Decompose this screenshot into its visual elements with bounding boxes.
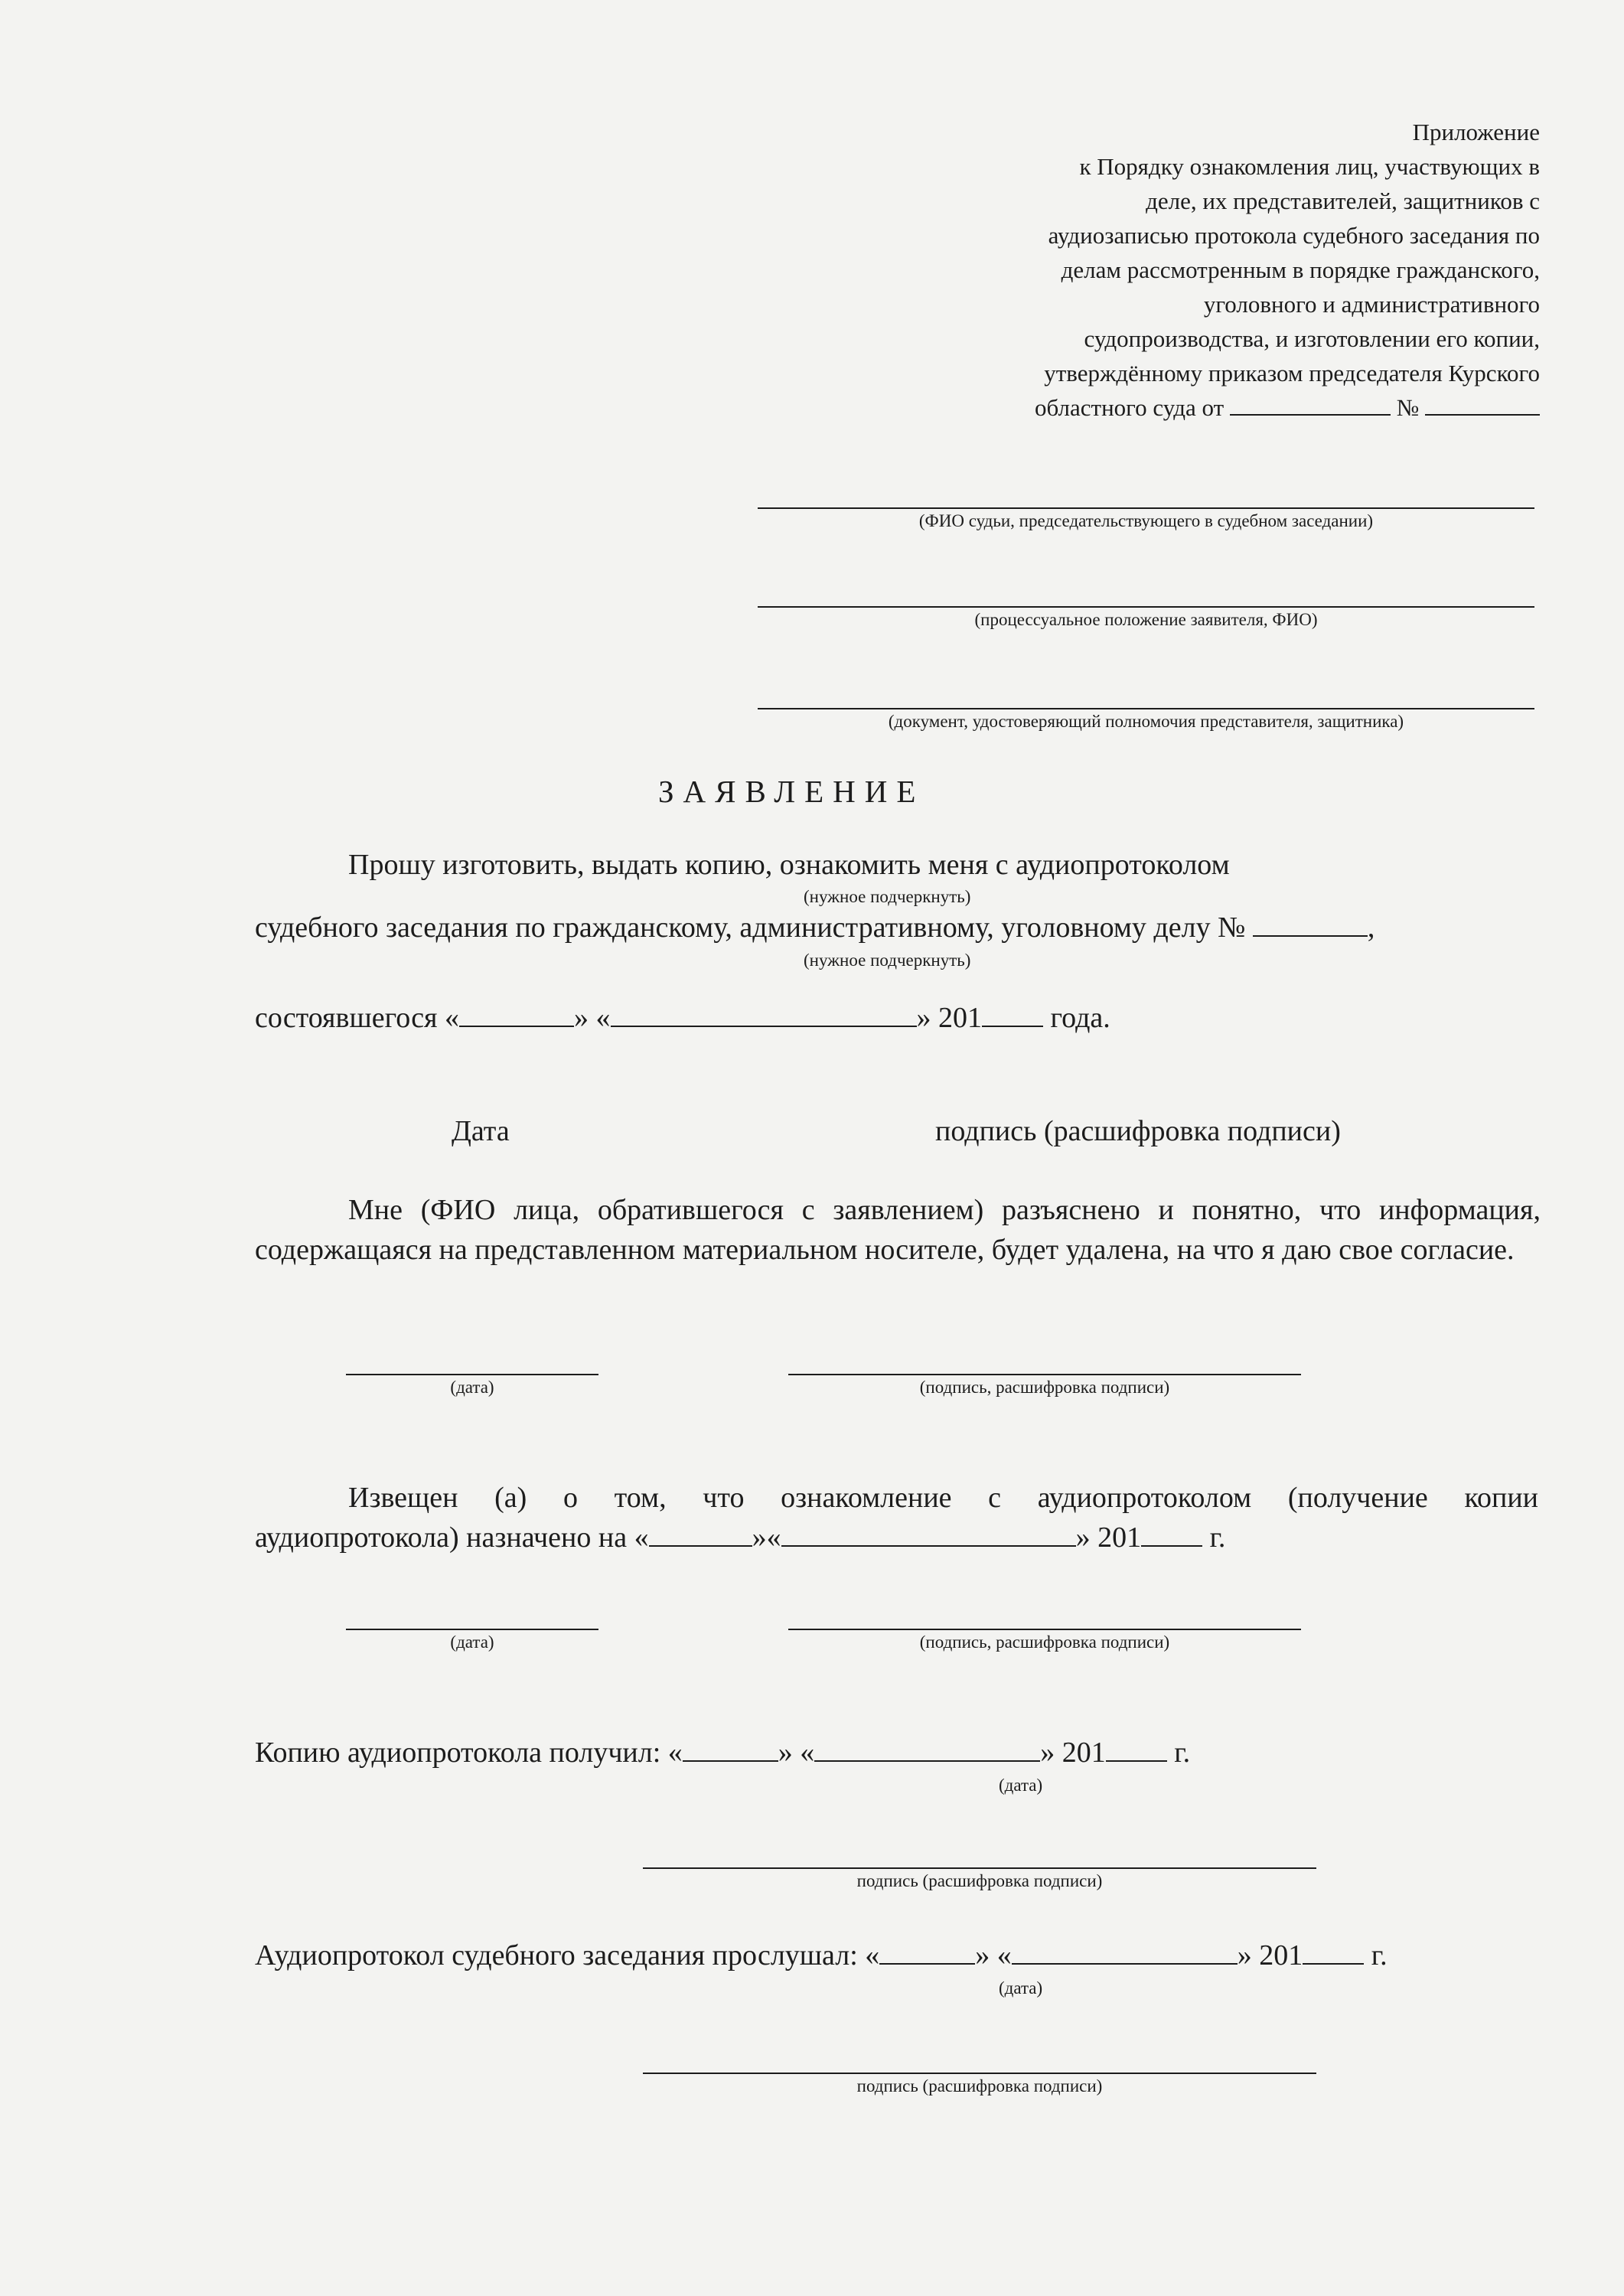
date-label: Дата <box>452 1115 510 1147</box>
held-prefix: состоявшегося « <box>255 1002 460 1034</box>
authority-document-line[interactable] <box>758 708 1534 709</box>
judge-caption: (ФИО судьи, председательствующего в судебном заседании) <box>918 511 1374 530</box>
notice-year-blank[interactable] <box>1141 1544 1202 1547</box>
held-year: » 201 <box>916 1002 983 1034</box>
notice-mid: »« <box>752 1521 781 1554</box>
notice-signature-caption: (подпись, расшифровка подписи) <box>919 1632 1170 1652</box>
copy-suffix: г. <box>1166 1737 1191 1769</box>
header-line: уголовного и административного <box>1203 291 1540 318</box>
notice-date-line[interactable] <box>346 1629 598 1630</box>
copy-received-line <box>255 1736 1190 1769</box>
listened-year: » 201 <box>1237 1939 1303 1971</box>
listened-signature-caption: подпись (расшифровка подписи) <box>856 2076 1103 2095</box>
notice-prefix: аудиопротокола) назначено на « <box>255 1521 649 1554</box>
consent-date-caption: (дата) <box>450 1378 494 1397</box>
listened-date-caption: (дата) <box>999 1978 1043 1998</box>
held-month-blank[interactable] <box>611 1025 917 1027</box>
copy-year-blank[interactable] <box>1106 1760 1167 1762</box>
notice-day-blank[interactable] <box>649 1544 752 1547</box>
case-number-blank[interactable] <box>1253 934 1368 937</box>
listened-year-blank[interactable] <box>1303 1962 1364 1965</box>
listened-line <box>255 1939 1388 1972</box>
authority-document-caption: (документ, удостоверяющий полномочия представителя, защитника) <box>888 712 1404 731</box>
request-hint-2: (нужное подчеркнуть) <box>804 951 971 970</box>
copy-signature-line[interactable] <box>643 1867 1316 1869</box>
consent-signature-caption: (подпись, расшифровка подписи) <box>919 1378 1170 1397</box>
signature-label: подпись (расшифровка подписи) <box>935 1115 1341 1147</box>
header-line: аудиозаписью протокола судебного заседания по <box>1048 222 1540 249</box>
order-number-blank[interactable] <box>1425 413 1540 416</box>
notice-suffix: г. <box>1202 1521 1226 1554</box>
request-line-2-end: , <box>1367 912 1375 944</box>
page-title: ЗАЯВЛЕНИЕ <box>658 774 925 809</box>
listened-prefix: Аудиопротокол судебного заседания прослушал: « <box>255 1939 880 1971</box>
order-date-blank[interactable] <box>1230 413 1391 416</box>
copy-date-caption: (дата) <box>999 1776 1043 1795</box>
copy-mid: » « <box>778 1737 815 1769</box>
request-line-1: Прошу изготовить, выдать копию, ознакомить меня с аудиопротоколом <box>348 849 1230 881</box>
appendix-header <box>912 115 1540 425</box>
held-suffix: года. <box>1043 1002 1110 1034</box>
notice-year: » 201 <box>1075 1521 1142 1554</box>
held-mid: » « <box>574 1002 611 1034</box>
listened-suffix: г. <box>1364 1939 1388 1971</box>
consent-paragraph: Мне (ФИО лица, обратившегося с заявлением) разъяснено и понятно, что информация, содержащаяся на представленном материальном носителе, будет удалена, на что я даю свое согласие. <box>255 1194 1541 1266</box>
copy-month-blank[interactable] <box>814 1760 1040 1762</box>
copy-received-prefix: Копию аудиопротокола получил: « <box>255 1737 683 1769</box>
notice-line-2 <box>255 1521 1225 1554</box>
listened-month-blank[interactable] <box>1012 1962 1238 1965</box>
request-hint-1: (нужное подчеркнуть) <box>804 887 971 906</box>
header-line: утверждённому приказом председателя Курского <box>1044 360 1540 386</box>
copy-year: » 201 <box>1040 1737 1106 1769</box>
notice-line-1: Извещен (а) о том, что ознакомление с аудиопротоколом (получение копии <box>348 1482 1538 1514</box>
notice-month-blank[interactable] <box>781 1544 1076 1547</box>
header-line: судопроизводства, и изготовлении его копии, <box>1084 325 1540 352</box>
listened-mid: » « <box>975 1939 1012 1971</box>
listened-signature-line[interactable] <box>643 2073 1316 2074</box>
judge-name-line[interactable] <box>758 507 1534 509</box>
request-line-2-text: судебного заседания по гражданскому, административному, уголовному делу № <box>255 912 1246 944</box>
consent-date-line[interactable] <box>346 1374 598 1375</box>
notice-date-caption: (дата) <box>450 1632 494 1652</box>
consent-signature-line[interactable] <box>788 1374 1301 1375</box>
applicant-caption: (процессуальное положение заявителя, ФИО) <box>974 610 1318 629</box>
request-line-3 <box>255 1001 1110 1035</box>
header-order-prefix: областного суда от <box>1035 394 1225 421</box>
held-day-blank[interactable] <box>459 1025 574 1027</box>
header-order-line <box>912 390 1540 425</box>
copy-signature-caption: подпись (расшифровка подписи) <box>856 1871 1103 1890</box>
held-year-blank[interactable] <box>982 1025 1043 1027</box>
header-line: делам рассмотренным в порядке гражданского, <box>1061 256 1540 283</box>
listened-day-blank[interactable] <box>879 1962 975 1965</box>
header-line: Приложение <box>1412 119 1540 145</box>
applicant-line[interactable] <box>758 606 1534 608</box>
notice-signature-line[interactable] <box>788 1629 1301 1630</box>
number-sign: № <box>1396 394 1420 421</box>
header-line: деле, их представителей, защитников с <box>1146 188 1540 214</box>
copy-day-blank[interactable] <box>683 1760 778 1762</box>
header-line: к Порядку ознакомления лиц, участвующих в <box>1079 153 1540 180</box>
request-line-2 <box>255 911 1375 944</box>
